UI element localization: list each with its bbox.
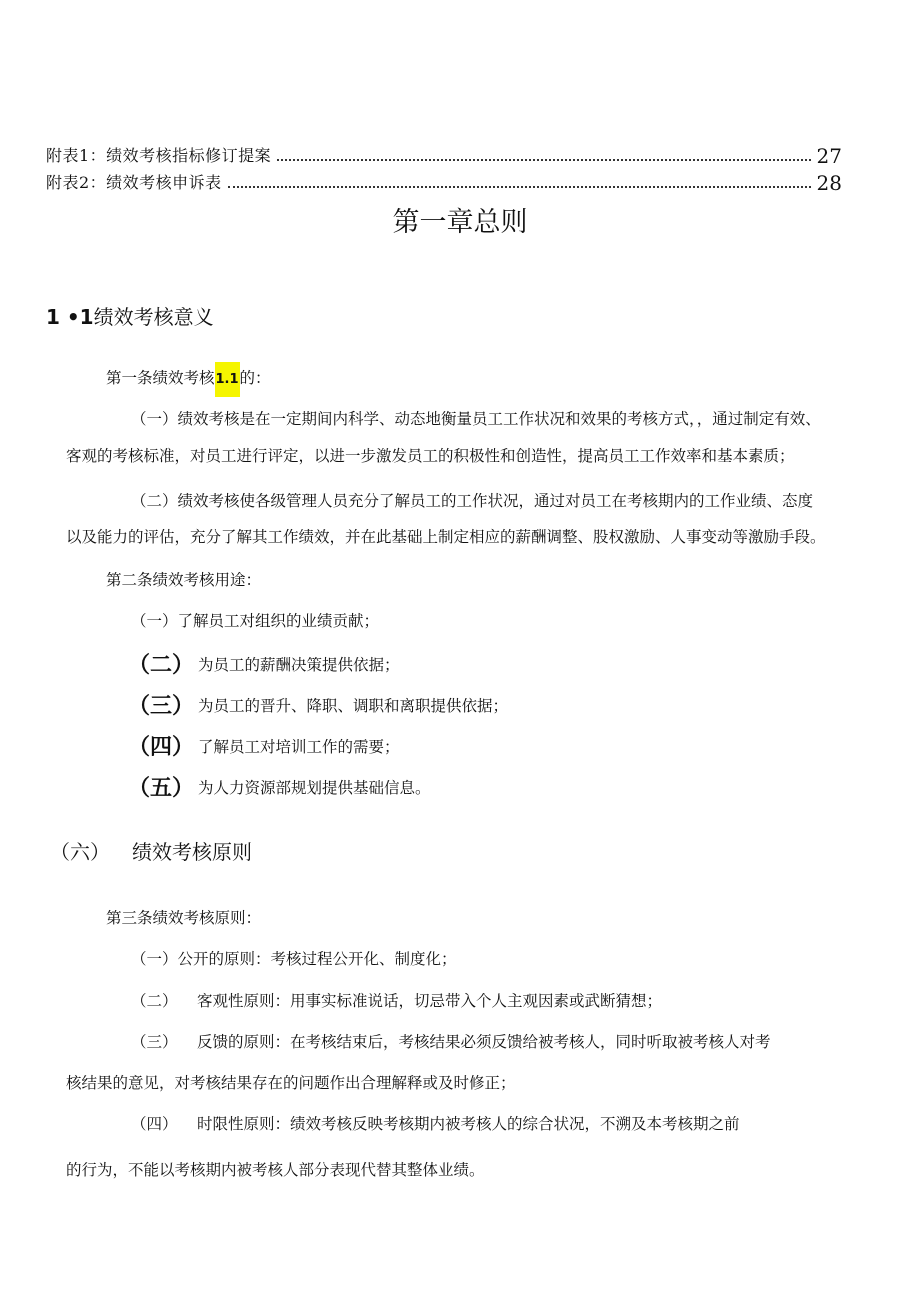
- subheading: [50, 836, 252, 865]
- article-3-item-1: （一）公开的原则：考核过程公开化、制度化；: [131, 950, 457, 968]
- article-1-suffix: 的：: [239, 369, 271, 387]
- article-2-item: [128, 730, 400, 761]
- article-1-title: [106, 366, 271, 388]
- article-2-item: [128, 771, 431, 802]
- toc-entry[interactable]: [46, 140, 842, 166]
- article-1-paragraph-1-line-2: 客观的考核标准，对员工进行评定，以进一步激发员工的积极性和创造性，提高员工工作效率和基本素质；: [66, 447, 795, 465]
- item-text: 了解员工对培训工作的需要；: [198, 737, 400, 756]
- article-2-item: [128, 689, 508, 720]
- article-3-item-3-line-2: 核结果的意见，对考核结果存在的问题作出合理解释或及时修正；: [66, 1074, 516, 1092]
- toc-entry-page: 28: [816, 171, 842, 195]
- item-text: 客观性原则：用事实标准说话，切忌带入个人主观因素或武断猜想；: [197, 992, 663, 1010]
- article-3-item-4-line-1: [131, 1112, 740, 1134]
- article-3-item-4-line-2: 的行为，不能以考核期内被考核人部分表现代替其整体业绩。: [66, 1161, 485, 1179]
- toc-leader-dots: [228, 186, 811, 188]
- subheading-marker: （六）: [50, 840, 110, 864]
- toc-leader-dots: [277, 159, 810, 161]
- toc-entry-label: 附表2：绩效考核申诉表: [46, 173, 222, 192]
- toc-entry-page: 27: [816, 144, 842, 168]
- article-3-item-3-line-1: [131, 1030, 771, 1052]
- article-3-item-2: [131, 989, 662, 1011]
- article-1-paragraph-2-line-1: （二）绩效考核使各级管理人员充分了解员工的工作状况，通过对员工在考核期内的工作业绩、态度: [131, 492, 814, 510]
- item-marker: （四）: [128, 735, 195, 760]
- item-text: 反馈的原则：在考核结束后，考核结果必须反馈给被考核人，同时听取被考核人对考: [197, 1033, 771, 1051]
- item-text: 为员工的晋升、降职、调职和离职提供依据；: [198, 696, 509, 715]
- article-3-title: 第三条绩效考核原则：: [106, 909, 262, 927]
- item-text: 为员工的薪酬决策提供依据；: [198, 655, 400, 674]
- section-heading: [46, 301, 214, 330]
- highlighted-number: 1.1: [215, 362, 240, 397]
- section-number: 1 •1: [46, 305, 94, 329]
- item-marker: （五）: [128, 776, 195, 801]
- article-2-item-1: （一）了解员工对组织的业绩贡献；: [131, 612, 380, 630]
- item-marker: （三）: [128, 694, 195, 719]
- item-text: 时限性原则：绩效考核反映考核期内被考核人的综合状况，不溯及本考核期之前: [197, 1115, 740, 1133]
- article-1-paragraph-1-line-1: （一）绩效考核是在一定期间内科学、动态地衡量员工工作状况和效果的考核方式，，通过制定有效、: [131, 410, 821, 428]
- chapter-title: 第一章总则: [392, 207, 528, 238]
- item-marker: （四）: [131, 1115, 178, 1133]
- article-1-prefix: 第一条绩效考核: [106, 369, 215, 387]
- article-2-title: 第二条绩效考核用途：: [106, 571, 262, 589]
- section-title: 绩效考核意义: [93, 305, 214, 329]
- article-2-item: [128, 648, 400, 679]
- item-marker: （二）: [128, 653, 195, 678]
- toc-entry-label: 附表1：绩效考核指标修订提案: [46, 146, 272, 165]
- item-marker: （二）: [131, 992, 178, 1010]
- subheading-title: 绩效考核原则: [132, 840, 252, 864]
- article-1-paragraph-2-line-2: 以及能力的评估，充分了解其工作绩效，并在此基础上制定相应的薪酬调整、股权激励、人事变动等激励手段。: [66, 528, 826, 546]
- item-text: 为人力资源部规划提供基础信息。: [198, 778, 431, 797]
- item-marker: （三）: [131, 1033, 178, 1051]
- toc-entry[interactable]: [46, 167, 842, 193]
